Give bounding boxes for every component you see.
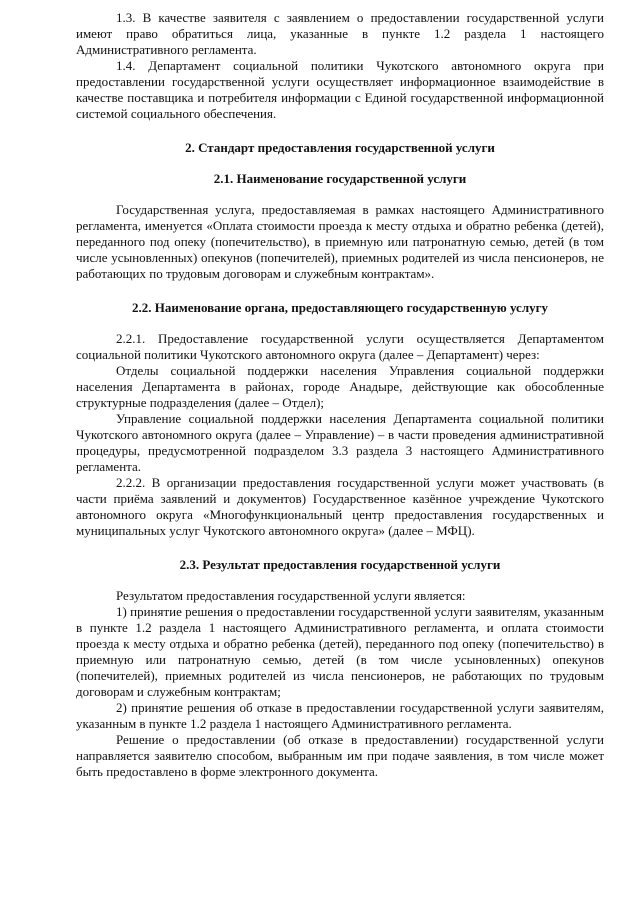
section-2-3-title: 2.3. Результат предоставления государственной услуги xyxy=(179,557,501,572)
section-2-1-title: 2.1. Наименование государственной услуги xyxy=(213,171,467,186)
paragraph-2-2-1: 2.2.1. Предоставление государственной услуги осуществляется Департаментом социальной политики Чукотского автономного округа (далее – Департамент) через: xyxy=(76,331,604,362)
section-2-2-title: 2.2. Наименование органа, предоставляющего государственную услугу xyxy=(131,300,549,315)
paragraph-2-1: Государственная услуга, предоставляемая в рамках настоящего Административного регламента, именуется «Оплата стоимости проезда к месту отдыха и обратно ребенка (детей), переданного под опеку (попечительство), в приемную или патронатную семью, детей (в том числе усыновленных) опекунов (попечителей), приемных родителей из числа пенсионеров, не работающих по трудовым договорам и служебным контрактам». xyxy=(76,202,604,281)
paragraph-1-4: 1.4. Департамент социальной политики Чукотского автономного округа при предоставлении государственной услуги осуществляет информационное взаимодействие в качестве поставщика и потребителя информации с Единой государственной информационной системой социального обеспечения. xyxy=(76,58,604,121)
paragraph-2-2-2: 2.2.2. В организации предоставления государственной услуги может участвовать (в части приёма заявлений и документов) Государственное казённое учреждение Чукотского автономного округа «Многофункциональный центр предоставления государственных и муниципальных услуг Чукотского автономного округа» (далее – МФЦ). xyxy=(76,475,604,538)
paragraph-2-3-decision: Решение о предоставлении (об отказе в предоставлении) государственной услуги направляется заявителю способом, выбранным им при подаче заявления, в том числе может быть предоставлено в форме электронного документа. xyxy=(76,732,604,779)
paragraph-2-3-item-1: 1) принятие решения о предоставлении государственной услуги заявителям, указанным в пункте 1.2 раздела 1 настоящего Административного регламента, и оплата стоимости проезда к месту отдыха и обратно ребенка (детей), переданного под опеку (попечительство) в приемную или патронатную семью, детей (в том числе усыновленных) опекунов (попечителей), приемных родителей из числа пенсионеров, не работающих по трудовым договорам и служебным контрактам; xyxy=(76,604,604,699)
paragraph-2-2-otdely: Отделы социальной поддержки населения Управления социальной поддержки населения Департамента в районах, городе Анадыре, действующие как обособленные структурные подразделения (далее – Отдел); xyxy=(76,363,604,410)
paragraph-2-2-upravlenie: Управление социальной поддержки населения Департамента социальной политики Чукотского автономного округа (далее – Управление) – в части проведения административной процедуры, предусмотренной подразделом 3.3 раздела 3 настоящего Административного регламента. xyxy=(76,411,604,474)
paragraph-2-3-item-2: 2) принятие решения об отказе в предоставлении государственной услуги заявителям, указанным в пункте 1.2 раздела 1 настоящего Административного регламента. xyxy=(76,700,604,731)
paragraph-2-3-intro: Результатом предоставления государственной услуги является: xyxy=(116,588,466,603)
paragraph-1-3: 1.3. В качестве заявителя с заявлением о предоставлении государственной услуги имеют право обратиться лица, указанные в пункте 1.2 раздела 1 настоящего Административного регламента. xyxy=(76,10,604,57)
section-2-title: 2. Стандарт предоставления государственной услуги xyxy=(185,140,495,155)
